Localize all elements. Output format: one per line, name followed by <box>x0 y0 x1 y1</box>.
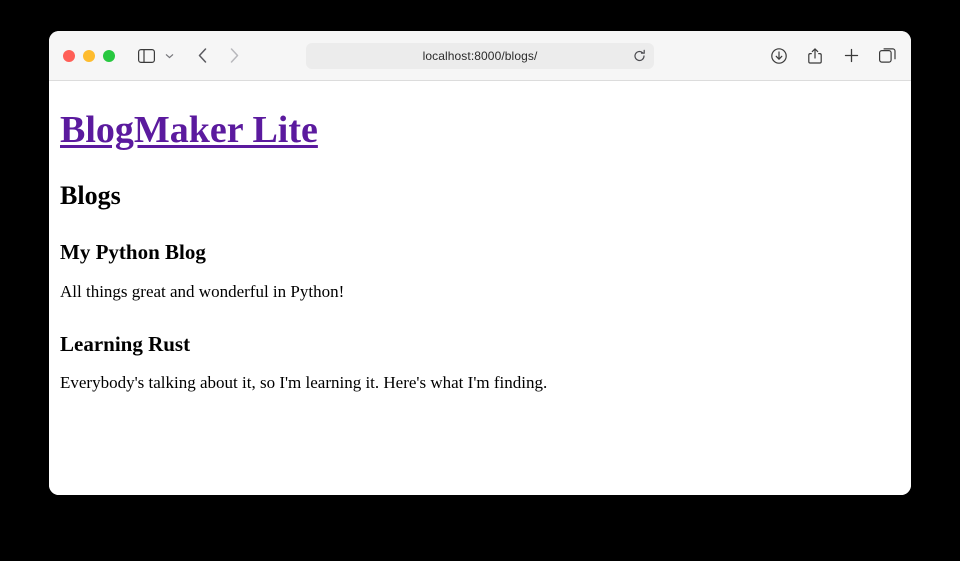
tab-overview-icon[interactable] <box>877 43 897 69</box>
browser-toolbar <box>49 31 911 81</box>
toolbar-right-actions <box>769 43 897 69</box>
address-text: localhost:8000/blogs/ <box>422 49 538 63</box>
minimize-window-button[interactable] <box>83 50 95 62</box>
downloads-icon[interactable] <box>769 43 789 69</box>
close-window-button[interactable] <box>63 50 75 62</box>
forward-icon[interactable] <box>223 43 245 69</box>
blog-title: Learning Rust <box>60 331 191 356</box>
blog-title: My Python Blog <box>60 240 206 265</box>
blog-description: All things great and wonderful in Python! <box>60 281 345 301</box>
window-controls <box>63 50 115 62</box>
blog-description: Everybody's talking about it, so I'm learning it. Here's what I'm finding. <box>60 372 548 392</box>
page-content <box>49 81 911 495</box>
chevron-down-icon[interactable] <box>161 43 177 69</box>
navigation-controls <box>191 43 245 69</box>
new-tab-icon[interactable] <box>841 43 861 69</box>
back-icon[interactable] <box>191 43 213 69</box>
list-item <box>60 331 911 395</box>
list-item <box>60 239 911 303</box>
sidebar-icon[interactable] <box>133 43 159 69</box>
maximize-window-button[interactable] <box>103 50 115 62</box>
reload-icon[interactable] <box>633 50 646 63</box>
browser-window <box>49 31 911 495</box>
blog-list <box>60 239 911 394</box>
page-title: Blogs <box>60 180 121 210</box>
share-icon[interactable] <box>805 43 825 69</box>
sidebar-controls <box>133 43 177 69</box>
address-bar[interactable] <box>306 43 654 69</box>
site-title-link[interactable]: BlogMaker Lite <box>60 109 318 151</box>
